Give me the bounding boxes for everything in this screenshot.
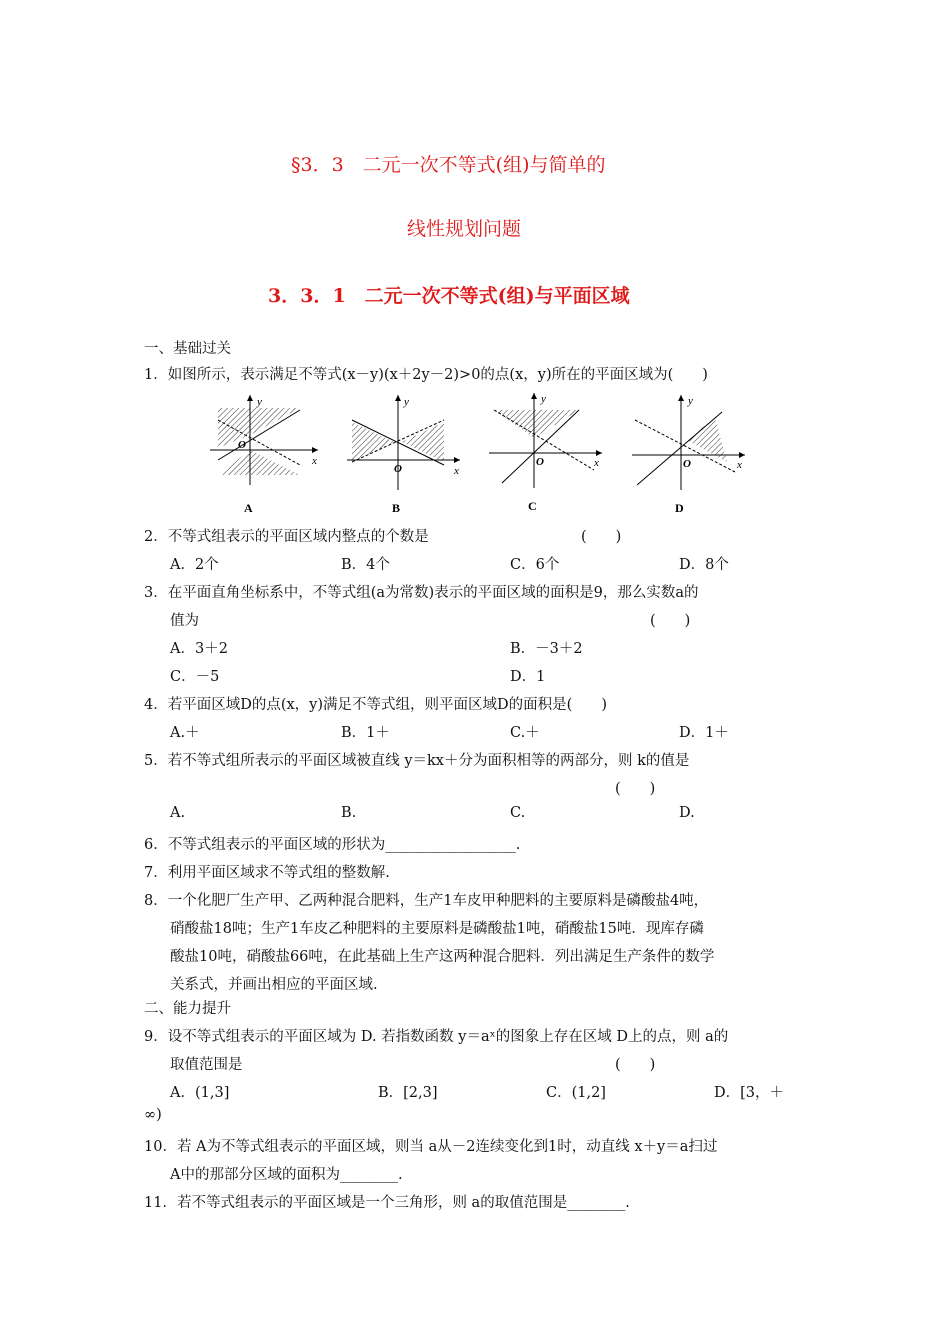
figure-d [627, 390, 757, 515]
option-c: C.＋ [510, 725, 540, 741]
answer-bracket: ( ) [615, 1057, 656, 1073]
question-11: 11．若不等式组表示的平面区域是一个三角形，则 a的取值范围是________. [144, 1195, 630, 1211]
origin-label: O [238, 439, 246, 451]
question-8-line4: 关系式，并画出相应的平面区域. [170, 977, 378, 993]
option-d-wrap: ∞) [144, 1107, 162, 1123]
question-7: 7．利用平面区域求不等式组的整数解. [144, 865, 390, 881]
option-a: A．3＋2 [170, 641, 228, 657]
figure-c [484, 388, 614, 513]
origin-label: O [683, 458, 691, 470]
subsection-title: 3．3．1 二元一次不等式(组)与平面区域 [268, 285, 630, 307]
figure-label: C [528, 499, 537, 513]
question-3: 3．在平面直角坐标系中，不等式组(a为常数)表示的平面区域的面积是9，那么实数a的 [144, 585, 699, 601]
x-axis-label: x [737, 459, 742, 471]
y-axis-label: y [688, 395, 693, 407]
answer-bracket: ( ) [650, 613, 691, 629]
x-axis-label: x [594, 457, 599, 469]
question-10: 10．若 A为不等式组表示的平面区域，则当 a从－2连续变化到1时，动直线 x＋y＝a扫过 [144, 1139, 718, 1155]
section-advanced: 二、能力提升 [144, 1001, 231, 1017]
question-9-line2: 取值范围是 [170, 1057, 243, 1073]
question-8: 8．一个化肥厂生产甲、乙两种混合肥料，生产1车皮甲种肥料的主要原料是磷酸盐4吨， [144, 893, 709, 909]
figure-b [342, 390, 472, 515]
option-b: B．4个 [341, 557, 390, 573]
question-3-line2: 值为 [170, 613, 199, 629]
y-axis-label: y [404, 396, 409, 408]
question-10-line2: A中的那部分区域的面积为________. [170, 1167, 403, 1183]
x-axis-label: x [454, 465, 459, 477]
shaded-region-lower [218, 450, 300, 475]
x-axis-label: x [312, 455, 317, 467]
option-a: A. [170, 805, 186, 821]
question-8-line2: 硝酸盐18吨；生产1车皮乙种肥料的主要原料是磷酸盐1吨，硝酸盐15吨．现库存磷 [170, 921, 704, 937]
option-b: B．－3＋2 [510, 641, 583, 657]
question-5: 5．若不等式组所表示的平面区域被直线 y＝kx＋分为面积相等的两部分，则 k的值是 [144, 753, 690, 769]
question-9: 9．设不等式组表示的平面区域为 D. 若指数函数 y＝aˣ的图象上存在区域 D上的点，则 a的 [144, 1029, 729, 1045]
question-4: 4．若平面区域D的点(x，y)满足不等式组，则平面区域D的面积是( ) [144, 697, 607, 713]
option-a: A．2个 [170, 557, 219, 573]
option-d: D．1＋ [679, 725, 729, 741]
answer-bracket: ( ) [615, 781, 656, 797]
shaded-region-left [352, 422, 394, 462]
option-b: B. [341, 805, 357, 821]
question-6: 6．不等式组表示的平面区域的形状为__________________. [144, 837, 521, 853]
answer-bracket: ( ) [581, 529, 622, 545]
option-c: C．－5 [170, 669, 220, 685]
figure-label: B [392, 501, 401, 515]
figure-label: D [675, 501, 684, 515]
shaded-region-right [402, 422, 444, 462]
option-a: A．(1,3] [170, 1085, 230, 1101]
question-8-line3: 酸盐10吨，硝酸盐66吨，在此基础上生产这两种混合肥料．列出满足生产条件的数学 [170, 949, 715, 965]
option-d: D. [679, 805, 695, 821]
y-axis-label: y [257, 396, 262, 408]
option-c: C. [510, 805, 526, 821]
question-1: 1．如图所示，表示满足不等式(x－y)(x＋2y－2)>0的点(x，y)所在的平面区域为( ) [144, 367, 708, 383]
section-title: §3．3 二元一次不等式(组)与简单的 [291, 154, 606, 176]
option-b: B．[2,3] [378, 1085, 438, 1101]
section-title-line2: 线性规划问题 [407, 218, 522, 240]
option-d: D．[3，＋ [714, 1085, 785, 1101]
origin-label: O [536, 456, 544, 468]
section-basic: 一、基础过关 [144, 341, 231, 357]
option-b: B．1＋ [341, 725, 390, 741]
option-d: D．1 [510, 669, 546, 685]
y-axis-label: y [541, 393, 546, 405]
figure-label: A [244, 501, 253, 515]
option-c: C．(1,2] [546, 1085, 606, 1101]
question-2: 2．不等式组表示的平面区域内整点的个数是 [144, 529, 429, 545]
shaded-region [494, 410, 579, 438]
option-a: A.＋ [170, 725, 200, 741]
option-c: C．6个 [510, 557, 560, 573]
figure-a [200, 390, 330, 515]
option-d: D．8个 [679, 557, 729, 573]
origin-label: O [394, 463, 402, 475]
